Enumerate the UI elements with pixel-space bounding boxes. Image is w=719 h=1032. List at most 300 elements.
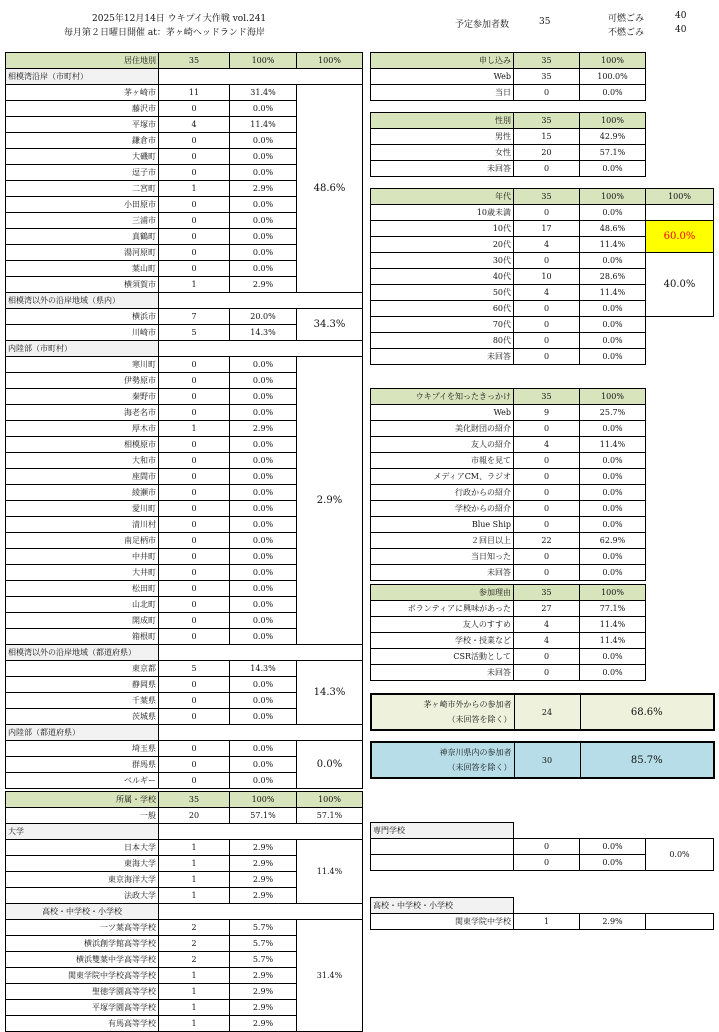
reason-row bbox=[371, 633, 646, 649]
source-row bbox=[371, 485, 646, 501]
age-header-cell: 年代 bbox=[371, 189, 514, 205]
residence-count: 0 bbox=[159, 357, 230, 373]
age-label: 20代 bbox=[371, 237, 514, 253]
school-name: 関東学院中学校高等学校 bbox=[6, 968, 159, 984]
residence-area: 秦野市 bbox=[6, 389, 159, 405]
residence-group-title: 内陸部（都道府県） bbox=[6, 725, 159, 741]
residence-percent: 0.0% bbox=[230, 597, 297, 613]
age-row bbox=[371, 333, 714, 349]
age-row bbox=[371, 349, 714, 365]
residence-area: 湯河原町 bbox=[6, 245, 159, 261]
university-title-blank bbox=[159, 824, 363, 840]
reason-percent: 11.4% bbox=[580, 633, 646, 649]
residence-count: 0 bbox=[159, 565, 230, 581]
source-row bbox=[371, 565, 646, 581]
residence-percent: 0.0% bbox=[230, 773, 297, 789]
affiliation-header-cell: 100% bbox=[230, 792, 297, 808]
residence-count: 1 bbox=[159, 277, 230, 293]
residence-area: 埼玉県 bbox=[6, 741, 159, 757]
reason-table bbox=[370, 584, 646, 681]
source-label: 美化財団の紹介 bbox=[371, 421, 514, 437]
age-label: 40代 bbox=[371, 269, 514, 285]
reason-row bbox=[371, 617, 646, 633]
residence-percent: 0.0% bbox=[230, 501, 297, 517]
residence-area: ベルギー bbox=[6, 773, 159, 789]
residence-percent: 0.0% bbox=[230, 149, 297, 165]
residence-area: 二宮町 bbox=[6, 181, 159, 197]
age-table bbox=[370, 188, 714, 365]
source-row bbox=[371, 549, 646, 565]
age-count: 10 bbox=[514, 269, 580, 285]
reason-count: 27 bbox=[514, 601, 580, 617]
residence-area: 愛川町 bbox=[6, 501, 159, 517]
gender-count: 0 bbox=[514, 161, 580, 177]
source-count: 4 bbox=[514, 437, 580, 453]
school-percent: 2.9% bbox=[230, 968, 297, 984]
vocational-group-percent: 0.0% bbox=[646, 839, 714, 871]
outside-chigasaki-label: 茅ヶ崎市外からの参加者 bbox=[423, 700, 512, 709]
junior-name: 関東学院中学校 bbox=[371, 914, 514, 930]
residence-group-title: 内陸部（市町村） bbox=[6, 341, 159, 357]
residence-area: 平塚市 bbox=[6, 117, 159, 133]
residence-percent: 0.0% bbox=[230, 453, 297, 469]
source-header-row bbox=[371, 389, 646, 405]
source-count: 9 bbox=[514, 405, 580, 421]
age-header-row bbox=[371, 189, 714, 205]
age-label: 80代 bbox=[371, 333, 514, 349]
residence-row bbox=[6, 661, 363, 677]
residence-count: 0 bbox=[159, 485, 230, 501]
outside-chigasaki-count: 24 bbox=[514, 694, 580, 730]
school-percent: 5.7% bbox=[230, 952, 297, 968]
gender-label: 男性 bbox=[371, 129, 514, 145]
age-row bbox=[371, 317, 714, 333]
residence-count: 0 bbox=[159, 101, 230, 117]
outside-chigasaki-note: （未回答を除く） bbox=[447, 715, 512, 724]
nonburnable-waste-label: 不燃ごみ bbox=[608, 28, 645, 38]
residence-count: 5 bbox=[159, 661, 230, 677]
residence-area: 伊勢原市 bbox=[6, 373, 159, 389]
residence-area: 綾瀬市 bbox=[6, 485, 159, 501]
residence-group-percent: 0.0% bbox=[297, 741, 363, 789]
source-label: 友人の紹介 bbox=[371, 437, 514, 453]
application-label: 当日 bbox=[371, 85, 514, 101]
residence-percent: 11.4% bbox=[230, 117, 297, 133]
residence-percent: 0.0% bbox=[230, 197, 297, 213]
reason-label: 友人のすすめ bbox=[371, 617, 514, 633]
residence-percent: 0.0% bbox=[230, 165, 297, 181]
junior-row bbox=[371, 914, 714, 930]
residence-percent: 0.0% bbox=[230, 437, 297, 453]
school-percent: 5.7% bbox=[230, 936, 297, 952]
university-count: 1 bbox=[159, 872, 230, 888]
source-percent: 0.0% bbox=[580, 421, 646, 437]
vocational-title: 専門学校 bbox=[371, 823, 514, 839]
gender-header-row bbox=[371, 113, 646, 129]
reason-header-cell: 35 bbox=[514, 585, 580, 601]
residence-count: 0 bbox=[159, 533, 230, 549]
age-blank-cell bbox=[646, 333, 714, 349]
age-count: 0 bbox=[514, 205, 580, 221]
residence-count: 0 bbox=[159, 549, 230, 565]
residence-area: 開成町 bbox=[6, 613, 159, 629]
residence-count: 5 bbox=[159, 325, 230, 341]
source-label: 未回答 bbox=[371, 565, 514, 581]
university-count: 1 bbox=[159, 856, 230, 872]
school-row bbox=[6, 920, 363, 936]
kanagawa-label: 神奈川県内の参加者 bbox=[439, 748, 512, 757]
residence-percent: 2.9% bbox=[230, 277, 297, 293]
age-count: 4 bbox=[514, 285, 580, 301]
residence-area: 寒川町 bbox=[6, 357, 159, 373]
age-label: 50代 bbox=[371, 285, 514, 301]
age-percent: 0.0% bbox=[580, 301, 646, 317]
university-name: 東京海洋大学 bbox=[6, 872, 159, 888]
source-label: メディアCM、ラジオ bbox=[371, 469, 514, 485]
school-name: 聖徳学園高等学校 bbox=[6, 984, 159, 1000]
source-percent: 0.0% bbox=[580, 485, 646, 501]
source-row bbox=[371, 469, 646, 485]
age-header-cell: 100% bbox=[580, 189, 646, 205]
application-row bbox=[371, 85, 646, 101]
event-subtitle: 毎月第２日曜日開催 at：茅ヶ崎ヘッドランド海岸 bbox=[64, 28, 265, 38]
age-count: 0 bbox=[514, 349, 580, 365]
residence-count: 0 bbox=[159, 517, 230, 533]
residence-count: 0 bbox=[159, 677, 230, 693]
source-row bbox=[371, 517, 646, 533]
affiliation-general-cell: 一般 bbox=[6, 808, 159, 824]
university-title-row bbox=[6, 824, 363, 840]
event-title: 2025年12月14日 ウキプイ大作戦 vol.241 bbox=[92, 14, 267, 24]
residence-percent: 2.9% bbox=[230, 421, 297, 437]
age-count: 0 bbox=[514, 333, 580, 349]
residence-area: 松田町 bbox=[6, 581, 159, 597]
affiliation-header-cell: 100% bbox=[297, 792, 363, 808]
source-label: 学校からの紹介 bbox=[371, 501, 514, 517]
kanagawa-box bbox=[370, 741, 715, 779]
residence-area: 群馬県 bbox=[6, 757, 159, 773]
source-count: 0 bbox=[514, 453, 580, 469]
source-percent: 0.0% bbox=[580, 517, 646, 533]
school-name: 平塚学園高等学校 bbox=[6, 1000, 159, 1016]
outside-chigasaki-pct: 68.6% bbox=[580, 694, 714, 730]
residence-percent: 2.9% bbox=[230, 181, 297, 197]
reason-count: 4 bbox=[514, 617, 580, 633]
residence-percent: 0.0% bbox=[230, 581, 297, 597]
expected-participants-label: 予定参加者数 bbox=[455, 20, 510, 30]
residence-percent: 0.0% bbox=[230, 757, 297, 773]
residence-row bbox=[6, 741, 363, 757]
age-label: 70代 bbox=[371, 317, 514, 333]
vocational-percent: 0.0% bbox=[580, 839, 646, 855]
residence-count: 1 bbox=[159, 181, 230, 197]
residence-area: 厚木市 bbox=[6, 421, 159, 437]
residence-percent: 0.0% bbox=[230, 629, 297, 645]
expected-participants-value: 35 bbox=[539, 17, 551, 27]
reason-percent: 11.4% bbox=[580, 617, 646, 633]
gender-header-cell: 性別 bbox=[371, 113, 514, 129]
residence-count: 0 bbox=[159, 453, 230, 469]
residence-area: 三浦市 bbox=[6, 213, 159, 229]
residence-percent: 0.0% bbox=[230, 709, 297, 725]
reason-label: 未回答 bbox=[371, 665, 514, 681]
residence-row bbox=[6, 357, 363, 373]
residence-area: 横須賀市 bbox=[6, 277, 159, 293]
school-name: 有馬高等学校 bbox=[6, 1016, 159, 1032]
junior-percent: 2.9% bbox=[580, 914, 646, 930]
residence-area: 座間市 bbox=[6, 469, 159, 485]
school-title: 高校・中学校・小学校 bbox=[6, 904, 159, 920]
residence-count: 0 bbox=[159, 613, 230, 629]
kanagawa-pct: 85.7% bbox=[580, 742, 714, 778]
source-percent: 0.0% bbox=[580, 453, 646, 469]
residence-count: 0 bbox=[159, 629, 230, 645]
residence-count: 1 bbox=[159, 421, 230, 437]
age-label: 10歳未満 bbox=[371, 205, 514, 221]
university-row bbox=[6, 840, 363, 856]
school-title-row bbox=[6, 904, 363, 920]
age-percent: 11.4% bbox=[580, 237, 646, 253]
residence-count: 0 bbox=[159, 597, 230, 613]
reason-percent: 77.1% bbox=[580, 601, 646, 617]
vocational-name bbox=[371, 855, 514, 871]
source-count: 0 bbox=[514, 517, 580, 533]
university-name: 東海大学 bbox=[6, 856, 159, 872]
residence-area: 中井町 bbox=[6, 549, 159, 565]
residence-group-blank bbox=[159, 69, 363, 85]
age-percent: 0.0% bbox=[580, 253, 646, 269]
source-row bbox=[371, 437, 646, 453]
application-table bbox=[370, 52, 646, 101]
vocational-percent: 0.0% bbox=[580, 855, 646, 871]
application-header-cell: 申し込み bbox=[371, 53, 514, 69]
residence-table bbox=[5, 52, 363, 789]
application-percent: 0.0% bbox=[580, 85, 646, 101]
residence-percent: 0.0% bbox=[230, 613, 297, 629]
age-blank-cell bbox=[646, 317, 714, 333]
junior-blank bbox=[646, 914, 714, 930]
residence-group-title: 相模湾沿岸（市町村） bbox=[6, 69, 159, 85]
residence-count: 0 bbox=[159, 133, 230, 149]
outside-chigasaki-box bbox=[370, 693, 715, 731]
school-percent: 5.7% bbox=[230, 920, 297, 936]
reason-header-row bbox=[371, 585, 646, 601]
residence-area: 静岡県 bbox=[6, 677, 159, 693]
residence-count: 0 bbox=[159, 149, 230, 165]
affiliation-header-row bbox=[6, 792, 363, 808]
vocational-title-blank bbox=[514, 823, 714, 839]
school-name: 横浜雙葉中学高等学校 bbox=[6, 952, 159, 968]
gender-percent: 0.0% bbox=[580, 161, 646, 177]
residence-count: 0 bbox=[159, 213, 230, 229]
junior-count: 1 bbox=[514, 914, 580, 930]
university-title: 大学 bbox=[6, 824, 159, 840]
source-count: 22 bbox=[514, 533, 580, 549]
gender-label: 未回答 bbox=[371, 161, 514, 177]
residence-percent: 0.0% bbox=[230, 133, 297, 149]
age-header-cell: 35 bbox=[514, 189, 580, 205]
source-label: Blue Ship bbox=[371, 517, 514, 533]
source-count: 0 bbox=[514, 469, 580, 485]
school-count: 1 bbox=[159, 1000, 230, 1016]
age-count: 17 bbox=[514, 221, 580, 237]
reason-label: CSR活動として bbox=[371, 649, 514, 665]
residence-count: 0 bbox=[159, 469, 230, 485]
residence-count: 4 bbox=[159, 117, 230, 133]
vocational-count: 0 bbox=[514, 855, 580, 871]
affiliation-table bbox=[5, 791, 363, 1032]
residence-percent: 0.0% bbox=[230, 357, 297, 373]
source-row bbox=[371, 501, 646, 517]
age-percent: 0.0% bbox=[580, 205, 646, 221]
application-header-cell: 100% bbox=[580, 53, 646, 69]
age-row bbox=[371, 205, 714, 221]
residence-percent: 0.0% bbox=[230, 261, 297, 277]
residence-header-cell: 居住地別 bbox=[6, 53, 159, 69]
nonburnable-waste-value: 40 bbox=[675, 25, 687, 35]
residence-count: 0 bbox=[159, 709, 230, 725]
age-count: 4 bbox=[514, 237, 580, 253]
affiliation-general-cell: 57.1% bbox=[230, 808, 297, 824]
university-count: 1 bbox=[159, 840, 230, 856]
residence-group-title: 相模湾以外の沿岸地域（都道府県） bbox=[6, 645, 159, 661]
source-label: Web bbox=[371, 405, 514, 421]
age-percent: 0.0% bbox=[580, 349, 646, 365]
residence-row bbox=[6, 85, 363, 101]
source-percent: 0.0% bbox=[580, 565, 646, 581]
university-percent: 2.9% bbox=[230, 872, 297, 888]
source-percent: 0.0% bbox=[580, 469, 646, 485]
source-label: ２回目以上 bbox=[371, 533, 514, 549]
source-percent: 62.9% bbox=[580, 533, 646, 549]
source-header-cell: 35 bbox=[514, 389, 580, 405]
residence-count: 0 bbox=[159, 757, 230, 773]
age-label: 60代 bbox=[371, 301, 514, 317]
residence-count: 0 bbox=[159, 581, 230, 597]
residence-count: 0 bbox=[159, 245, 230, 261]
application-label: Web bbox=[371, 69, 514, 85]
school-title-blank bbox=[159, 904, 363, 920]
residence-header-cell: 100% bbox=[297, 53, 363, 69]
residence-group-row bbox=[6, 293, 363, 309]
age-young-percent: 60.0% bbox=[646, 221, 714, 253]
residence-percent: 0.0% bbox=[230, 229, 297, 245]
source-row bbox=[371, 421, 646, 437]
reason-percent: 0.0% bbox=[580, 665, 646, 681]
age-percent: 48.6% bbox=[580, 221, 646, 237]
source-percent: 25.7% bbox=[580, 405, 646, 421]
vocational-title-row bbox=[371, 823, 714, 839]
age-blank-cell bbox=[646, 205, 714, 221]
residence-percent: 0.0% bbox=[230, 677, 297, 693]
residence-percent: 0.0% bbox=[230, 469, 297, 485]
residence-percent: 0.0% bbox=[230, 741, 297, 757]
source-count: 0 bbox=[514, 501, 580, 517]
application-count: 0 bbox=[514, 85, 580, 101]
gender-row bbox=[371, 145, 646, 161]
residence-percent: 14.3% bbox=[230, 325, 297, 341]
residence-percent: 0.0% bbox=[230, 693, 297, 709]
residence-percent: 0.0% bbox=[230, 485, 297, 501]
residence-group-percent: 48.6% bbox=[297, 85, 363, 293]
reason-header-cell: 100% bbox=[580, 585, 646, 601]
reason-header-cell: 参加理由 bbox=[371, 585, 514, 601]
age-percent: 11.4% bbox=[580, 285, 646, 301]
source-percent: 11.4% bbox=[580, 437, 646, 453]
age-percent: 0.0% bbox=[580, 333, 646, 349]
residence-percent: 14.3% bbox=[230, 661, 297, 677]
residence-area: 箱根町 bbox=[6, 629, 159, 645]
affiliation-header-cell: 35 bbox=[159, 792, 230, 808]
residence-count: 0 bbox=[159, 229, 230, 245]
residence-percent: 0.0% bbox=[230, 517, 297, 533]
vocational-table bbox=[370, 822, 714, 871]
school-percent: 2.9% bbox=[230, 1000, 297, 1016]
residence-row bbox=[6, 309, 363, 325]
residence-count: 0 bbox=[159, 693, 230, 709]
reason-percent: 0.0% bbox=[580, 649, 646, 665]
residence-group-blank bbox=[159, 293, 363, 309]
university-group-percent: 11.4% bbox=[297, 840, 363, 904]
source-row bbox=[371, 533, 646, 549]
residence-count: 0 bbox=[159, 389, 230, 405]
affiliation-general-row bbox=[6, 808, 363, 824]
residence-percent: 0.0% bbox=[230, 373, 297, 389]
source-header-cell: 100% bbox=[580, 389, 646, 405]
school-count: 1 bbox=[159, 1016, 230, 1032]
university-percent: 2.9% bbox=[230, 840, 297, 856]
junior-school-table bbox=[370, 897, 714, 930]
residence-area: 大和市 bbox=[6, 453, 159, 469]
residence-area: 大磯町 bbox=[6, 149, 159, 165]
reason-count: 0 bbox=[514, 649, 580, 665]
residence-count: 0 bbox=[159, 197, 230, 213]
kanagawa-note: （未回答を除く） bbox=[447, 763, 512, 772]
source-label: 市報を見て bbox=[371, 453, 514, 469]
application-header-cell: 35 bbox=[514, 53, 580, 69]
residence-area: 山北町 bbox=[6, 597, 159, 613]
residence-count: 0 bbox=[159, 501, 230, 517]
source-table bbox=[370, 388, 646, 581]
residence-count: 11 bbox=[159, 85, 230, 101]
school-name: 一ツ葉高等学校 bbox=[6, 920, 159, 936]
residence-count: 0 bbox=[159, 741, 230, 757]
residence-group-blank bbox=[159, 341, 363, 357]
residence-percent: 0.0% bbox=[230, 405, 297, 421]
university-name: 日本大学 bbox=[6, 840, 159, 856]
source-count: 0 bbox=[514, 421, 580, 437]
age-percent: 0.0% bbox=[580, 317, 646, 333]
reason-row bbox=[371, 601, 646, 617]
gender-percent: 57.1% bbox=[580, 145, 646, 161]
residence-percent: 0.0% bbox=[230, 389, 297, 405]
age-count: 0 bbox=[514, 301, 580, 317]
affiliation-general-cell: 57.1% bbox=[297, 808, 363, 824]
school-count: 2 bbox=[159, 920, 230, 936]
residence-group-percent: 2.9% bbox=[297, 357, 363, 645]
school-count: 1 bbox=[159, 984, 230, 1000]
age-header-cell: 100% bbox=[646, 189, 714, 205]
residence-group-percent: 34.3% bbox=[297, 309, 363, 341]
residence-area: 海老名市 bbox=[6, 405, 159, 421]
source-label: 行政からの紹介 bbox=[371, 485, 514, 501]
school-percent: 2.9% bbox=[230, 984, 297, 1000]
age-label: 30代 bbox=[371, 253, 514, 269]
residence-header-cell: 100% bbox=[230, 53, 297, 69]
reason-count: 4 bbox=[514, 633, 580, 649]
residence-group-row bbox=[6, 725, 363, 741]
affiliation-general-cell: 20 bbox=[159, 808, 230, 824]
